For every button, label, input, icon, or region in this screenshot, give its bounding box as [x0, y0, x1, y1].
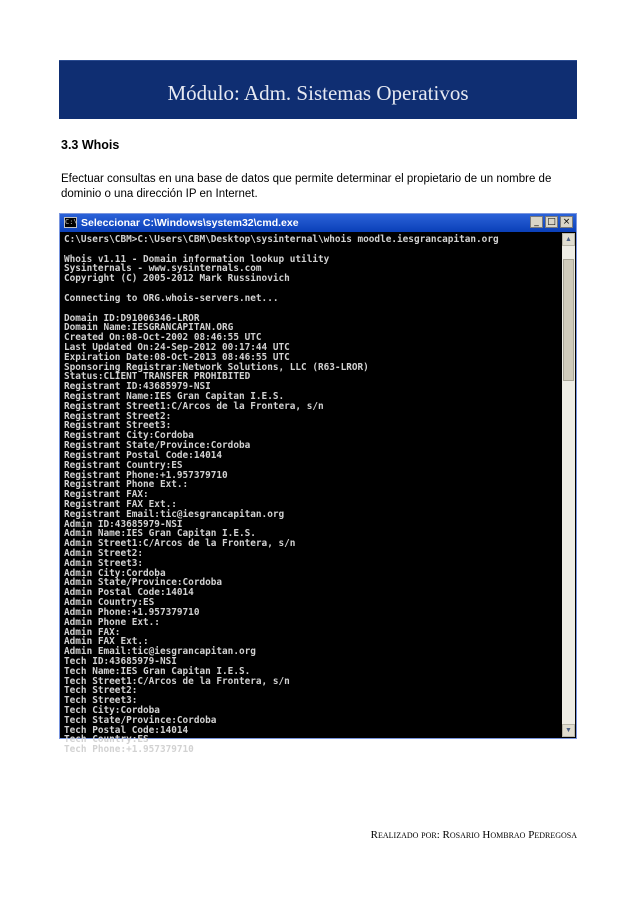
console-line: Tech Country:ES: [64, 734, 149, 746]
console-line: Tech Street3:: [64, 695, 138, 707]
console-line: Tech Postal Code:14014: [64, 724, 189, 736]
console-line: Created On:08-Oct-2002 08:46:55 UTC: [64, 332, 262, 344]
console-line: Domain ID:D91006346-LROR: [64, 312, 200, 324]
console-line: Admin FAX:: [64, 626, 121, 638]
cmd-icon[interactable]: C:\: [65, 218, 78, 226]
console-line: Admin State/Province:Cordoba: [64, 577, 223, 589]
console-line: Admin Street2:: [64, 548, 144, 559]
console-line: Registrant FAX:: [64, 489, 149, 501]
console-line: Sponsoring Registrar:Network Solutions, LLC (R63-LROR): [64, 361, 369, 373]
console-line: Registrant Country:ES: [64, 459, 183, 471]
scroll-up-arrow-icon[interactable]: ▲: [562, 233, 575, 246]
console-line: Admin FAX Ext.:: [64, 636, 149, 648]
cmd-titlebar[interactable]: [60, 214, 576, 232]
console-line: Admin Phone:+1.957379710: [64, 606, 200, 618]
author-footer: Realizado por: Rosario Hombrao Pedregosa: [370, 829, 577, 841]
cmd-window: [59, 213, 577, 756]
header-bar: [59, 60, 577, 119]
console-line: Registrant Street3:: [64, 420, 172, 432]
console-line: Registrant Phone Ext.:: [64, 479, 189, 491]
console-line: Whois v1.11 - Domain information lookup utility: [64, 253, 330, 265]
console-line: Registrant State/Province:Cordoba: [64, 440, 251, 452]
console-line: Registrant Street1:C/Arcos de la Frontera, s/n: [64, 400, 324, 412]
console-line: Tech Street2:: [64, 685, 138, 697]
console-line: Tech Name:IES Gran Capitan I.E.S.: [64, 665, 251, 677]
section-title: 3.3 Whois: [61, 138, 120, 152]
window-controls: [530, 216, 573, 228]
console-line: Admin ID:43685979-NSI: [64, 518, 183, 530]
close-icon[interactable]: ×: [560, 216, 573, 228]
maximize-icon[interactable]: □: [545, 216, 558, 228]
scroll-thumb[interactable]: [563, 259, 574, 381]
console-line: Admin Street3:: [64, 557, 144, 569]
vertical-scrollbar[interactable]: [562, 233, 575, 737]
console-line: C:\Users\CBM>C:\Users\CBM\Desktop\sysinternal\whois moodle.iesgrancapitan.org: [64, 234, 499, 245]
console-line: Connecting to ORG.whois-servers.net...: [64, 292, 279, 304]
console-line: Status:CLIENT TRANSFER PROHIBITED: [64, 371, 251, 383]
console-line: Admin Email:tic@iesgrancapitan.org: [64, 646, 256, 658]
console-line: Registrant City:Cordoba: [64, 430, 194, 442]
console-output[interactable]: [64, 234, 560, 756]
console-line: Tech Phone:+1.957379710: [64, 744, 194, 756]
console-line: Tech City:Cordoba: [64, 705, 160, 716]
description: Efectuar consultas en una base de datos que permite determinar el propietario de un nombre de dominio o una dirección IP en Internet.: [61, 173, 552, 200]
console-line: Admin Name:IES Gran Capitan I.E.S.: [64, 528, 256, 540]
console-line: Registrant Postal Code:14014: [64, 449, 223, 461]
console-line: Admin Phone Ext.:: [64, 616, 160, 628]
console-line: Copyright (C) 2005-2012 Mark Russinovich: [64, 273, 290, 285]
console-line: Tech State/Province:Cordoba: [64, 714, 217, 726]
console-line: Tech ID:43685979-NSI: [64, 655, 177, 667]
cmd-window-title: Seleccionar C:\Windows\system32\cmd.exe: [81, 217, 299, 229]
console-line: Last Updated On:24-Sep-2012 00:17:44 UTC: [64, 341, 290, 353]
page-title: Módulo: Adm. Sistemas Operativos: [167, 81, 469, 105]
console-line: Admin Street1:C/Arcos de la Frontera, s/n: [64, 538, 296, 550]
console-line: Expiration Date:08-Oct-2013 08:46:55 UTC: [64, 351, 290, 363]
console-line: Tech Street1:C/Arcos de la Frontera, s/n: [64, 675, 290, 687]
console-line: Registrant Street2:: [64, 410, 172, 422]
console-line: Admin Country:ES: [64, 597, 155, 609]
console-line: Admin Postal Code:14014: [64, 587, 194, 599]
minimize-icon[interactable]: _: [530, 216, 543, 228]
console-line: Registrant Name:IES Gran Capitan I.E.S.: [64, 391, 285, 402]
console-line: Admin City:Cordoba: [64, 567, 166, 579]
console-line: Sysinternals - www.sysinternals.com: [64, 263, 262, 275]
console-line: Registrant ID:43685979-NSI: [64, 381, 211, 393]
console-line: Registrant FAX Ext.:: [64, 498, 177, 510]
scroll-down-arrow-icon[interactable]: ▼: [562, 724, 575, 737]
console-line: Registrant Phone:+1.957379710: [64, 469, 228, 481]
console-line: Registrant Email:tic@iesgrancapitan.org: [64, 508, 285, 520]
console-line: Domain Name:IESGRANCAPITAN.ORG: [64, 322, 234, 334]
